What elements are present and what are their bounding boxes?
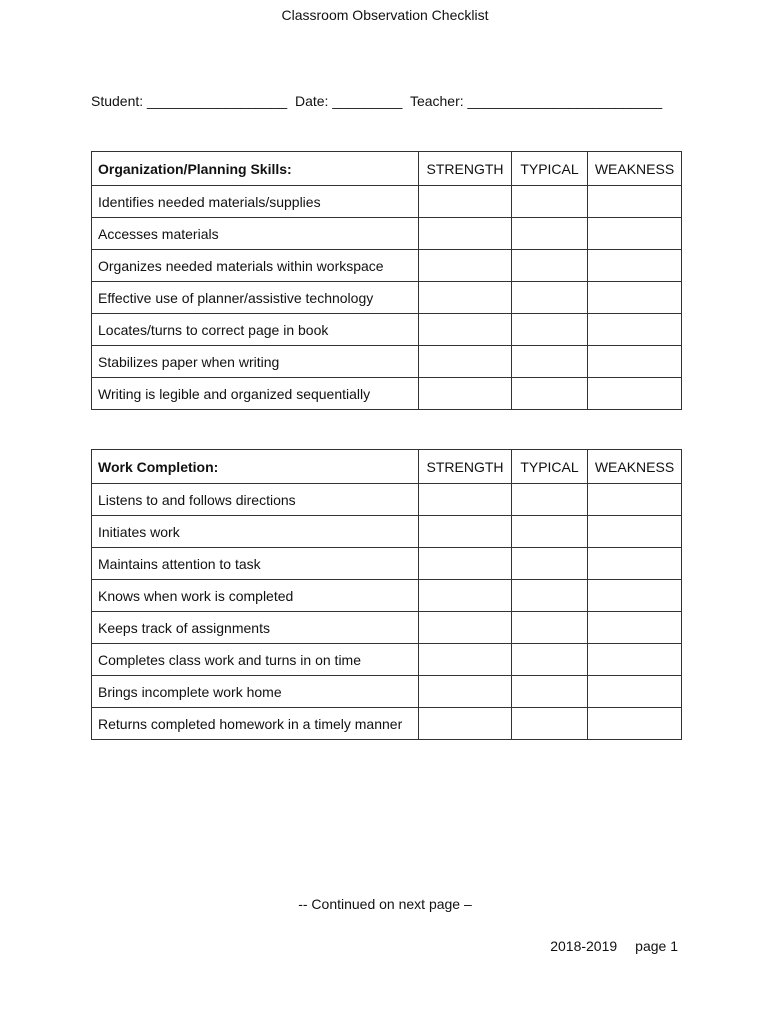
strength-cell[interactable] [419, 218, 512, 250]
table-header-row [92, 152, 682, 186]
strength-cell[interactable] [419, 516, 512, 548]
typical-cell[interactable] [512, 708, 588, 740]
header-fields [91, 93, 662, 109]
teacher-field[interactable]: Teacher: _________________________ [409, 93, 663, 109]
table-row [92, 186, 682, 218]
row-label: Keeps track of assignments [92, 612, 419, 644]
typical-cell[interactable] [512, 218, 588, 250]
weakness-cell[interactable] [588, 580, 682, 612]
section-heading: Organization/Planning Skills: [92, 152, 419, 186]
typical-cell[interactable] [512, 250, 588, 282]
weakness-cell[interactable] [588, 548, 682, 580]
typical-cell[interactable] [512, 580, 588, 612]
column-typical: TYPICAL [512, 450, 588, 484]
table-row [92, 516, 682, 548]
strength-cell[interactable] [419, 186, 512, 218]
table-row [92, 282, 682, 314]
row-label: Locates/turns to correct page in book [92, 314, 419, 346]
column-strength: STRENGTH [419, 152, 512, 186]
row-label: Completes class work and turns in on time [92, 644, 419, 676]
table-row [92, 548, 682, 580]
weakness-cell[interactable] [588, 516, 682, 548]
row-label: Accesses materials [92, 218, 419, 250]
weakness-cell[interactable] [588, 378, 682, 410]
organization-planning-table [91, 151, 682, 410]
row-label: Returns completed homework in a timely manner [92, 708, 419, 740]
weakness-cell[interactable] [588, 612, 682, 644]
typical-cell[interactable] [512, 378, 588, 410]
strength-cell[interactable] [419, 612, 512, 644]
page-number: page 1 [635, 938, 678, 954]
strength-cell[interactable] [419, 250, 512, 282]
table-row [92, 676, 682, 708]
strength-cell[interactable] [419, 484, 512, 516]
row-label: Identifies needed materials/supplies [92, 186, 419, 218]
strength-cell[interactable] [419, 644, 512, 676]
weakness-cell[interactable] [588, 186, 682, 218]
table-row [92, 314, 682, 346]
work-completion-table [91, 449, 682, 740]
strength-cell[interactable] [419, 282, 512, 314]
typical-cell[interactable] [512, 186, 588, 218]
page-title: Classroom Observation Checklist [281, 7, 489, 23]
table-row [92, 612, 682, 644]
school-year: 2018-2019 [550, 938, 618, 954]
typical-cell[interactable] [512, 346, 588, 378]
column-weakness: WEAKNESS [588, 152, 682, 186]
typical-cell[interactable] [512, 282, 588, 314]
table-row [92, 250, 682, 282]
table-row [92, 708, 682, 740]
typical-cell[interactable] [512, 548, 588, 580]
weakness-cell[interactable] [588, 218, 682, 250]
table-header-row [92, 450, 682, 484]
table-row [92, 484, 682, 516]
column-weakness: WEAKNESS [588, 450, 682, 484]
date-field[interactable]: Date: _________ [294, 93, 403, 109]
weakness-cell[interactable] [588, 484, 682, 516]
weakness-cell[interactable] [588, 346, 682, 378]
table-row [92, 580, 682, 612]
section-heading: Work Completion: [92, 450, 419, 484]
column-strength: STRENGTH [419, 450, 512, 484]
row-label: Organizes needed materials within workspace [92, 250, 419, 282]
weakness-cell[interactable] [588, 314, 682, 346]
row-label: Listens to and follows directions [92, 484, 419, 516]
strength-cell[interactable] [419, 580, 512, 612]
weakness-cell[interactable] [588, 644, 682, 676]
strength-cell[interactable] [419, 378, 512, 410]
typical-cell[interactable] [512, 676, 588, 708]
typical-cell[interactable] [512, 644, 588, 676]
table-row [92, 644, 682, 676]
row-label: Effective use of planner/assistive technology [92, 282, 419, 314]
table-row [92, 218, 682, 250]
row-label: Stabilizes paper when writing [92, 346, 419, 378]
strength-cell[interactable] [419, 346, 512, 378]
table-row [92, 346, 682, 378]
weakness-cell[interactable] [588, 676, 682, 708]
strength-cell[interactable] [419, 548, 512, 580]
weakness-cell[interactable] [588, 282, 682, 314]
row-label: Maintains attention to task [92, 548, 419, 580]
strength-cell[interactable] [419, 676, 512, 708]
strength-cell[interactable] [419, 314, 512, 346]
row-label: Initiates work [92, 516, 419, 548]
typical-cell[interactable] [512, 484, 588, 516]
page-footer [550, 938, 678, 954]
continued-note: -- Continued on next page – [298, 896, 472, 912]
row-label: Knows when work is completed [92, 580, 419, 612]
weakness-cell[interactable] [588, 708, 682, 740]
typical-cell[interactable] [512, 516, 588, 548]
column-typical: TYPICAL [512, 152, 588, 186]
typical-cell[interactable] [512, 314, 588, 346]
row-label: Brings incomplete work home [92, 676, 419, 708]
student-field[interactable]: Student: __________________ [91, 93, 288, 109]
weakness-cell[interactable] [588, 250, 682, 282]
table-row [92, 378, 682, 410]
typical-cell[interactable] [512, 612, 588, 644]
strength-cell[interactable] [419, 708, 512, 740]
row-label: Writing is legible and organized sequentially [92, 378, 419, 410]
